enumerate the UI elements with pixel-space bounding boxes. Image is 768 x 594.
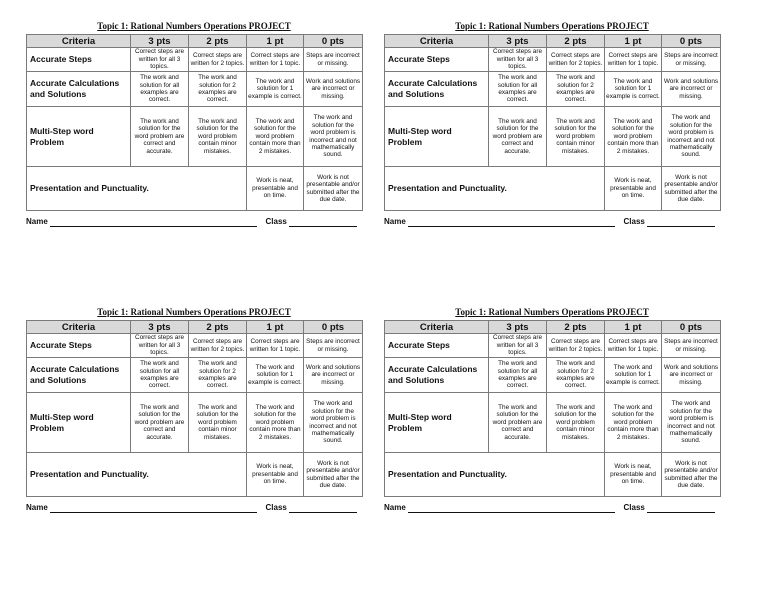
desc-1pt: The work and solution for 1 example is correct. [247,72,304,107]
rubric-title: Topic 1: Rational Numbers Operations PROJECT [97,307,291,317]
criteria-cell: Accurate Steps [385,334,489,358]
class-blank[interactable] [289,505,357,513]
name-class-line [26,503,362,513]
row-accurate-calculations [385,72,721,107]
desc-0pts: Steps are incorrect or missing. [304,48,363,72]
header-criteria: Criteria [385,35,489,48]
header-3pts: 3 pts [131,35,189,48]
class-label: Class [265,217,287,226]
row-multi-step-problem [27,107,363,167]
name-label: Name [26,503,48,512]
row-presentation [27,453,363,497]
header-0pts: 0 pts [662,321,721,334]
desc-0pts: Work is not presentable and/or submitted after the due date. [662,453,721,497]
header-2pts: 2 pts [189,321,247,334]
criteria-cell: Multi-Step word Problem [27,393,131,453]
desc-1pt: The work and solution for 1 example is correct. [605,72,662,107]
desc-1pt: The work and solution for the word problem contain more than 2 mistakes. [247,107,304,167]
row-accurate-steps [27,48,363,72]
header-criteria: Criteria [27,321,131,334]
desc-2pts: Correct steps are written for 2 topics. [547,334,605,358]
row-accurate-calculations [27,72,363,107]
criteria-cell: Multi-Step word Problem [27,107,131,167]
desc-0pts: Work and solutions are incorrect or missing. [304,72,363,107]
desc-0pts: The work and solution for the word problem is incorrect and not mathematically sound. [304,107,363,167]
desc-2pts: The work and solution for 2 examples are correct. [547,72,605,107]
header-1pt: 1 pt [247,35,304,48]
row-accurate-steps [27,334,363,358]
name-class-line [26,217,362,227]
header-row [27,35,363,48]
header-criteria: Criteria [27,35,131,48]
row-multi-step-problem [385,393,721,453]
rubric-table [26,34,363,211]
name-class-line [384,503,720,513]
header-3pts: 3 pts [489,35,547,48]
name-blank[interactable] [408,219,615,227]
row-multi-step-problem [27,393,363,453]
rubric-table [26,320,363,497]
desc-3pts: Correct steps are written for all 3 topics. [489,48,547,72]
desc-1pt: The work and solution for the word problem contain more than 2 mistakes. [605,107,662,167]
desc-0pts: Steps are incorrect or missing. [662,48,721,72]
rubric-table [384,34,721,211]
header-2pts: 2 pts [547,35,605,48]
rubric-title: Topic 1: Rational Numbers Operations PROJECT [97,21,291,31]
criteria-cell: Presentation and Punctuality. [385,167,605,211]
desc-2pts: The work and solution for the word problem contain minor mistakes. [189,107,247,167]
desc-3pts: Correct steps are written for all 3 topics. [131,48,189,72]
desc-0pts: Work is not presentable and/or submitted after the due date. [662,167,721,211]
row-accurate-calculations [385,358,721,393]
desc-2pts: Correct steps are written for 2 topics. [189,48,247,72]
desc-3pts: The work and solution for the word problem are correct and accurate. [489,393,547,453]
rubric-card [26,20,362,227]
criteria-cell: Presentation and Punctuality. [27,453,247,497]
desc-2pts: The work and solution for the word problem contain minor mistakes. [547,393,605,453]
class-label: Class [623,503,645,512]
desc-0pts: The work and solution for the word problem is incorrect and not mathematically sound. [662,107,721,167]
desc-1pt: Work is neat, presentable and on time. [247,453,304,497]
desc-1pt: The work and solution for the word problem contain more than 2 mistakes. [247,393,304,453]
name-class-line [384,217,720,227]
name-label: Name [384,503,406,512]
desc-1pt: The work and solution for 1 example is correct. [247,358,304,393]
desc-3pts: The work and solution for the word problem are correct and accurate. [489,107,547,167]
row-presentation [27,167,363,211]
desc-0pts: The work and solution for the word problem is incorrect and not mathematically sound. [662,393,721,453]
desc-3pts: Correct steps are written for all 3 topics. [131,334,189,358]
desc-1pt: The work and solution for 1 example is correct. [605,358,662,393]
desc-1pt: Correct steps are written for 1 topic. [247,48,304,72]
criteria-cell: Accurate Calculations and Solutions [27,72,131,107]
rubric-title: Topic 1: Rational Numbers Operations PROJECT [455,21,649,31]
desc-0pts: Work is not presentable and/or submitted after the due date. [304,453,363,497]
desc-2pts: The work and solution for 2 examples are correct. [189,72,247,107]
desc-0pts: Work is not presentable and/or submitted after the due date. [304,167,363,211]
rubric-card [384,20,720,227]
row-accurate-steps [385,334,721,358]
desc-0pts: Work and solutions are incorrect or missing. [304,358,363,393]
criteria-cell: Accurate Calculations and Solutions [385,72,489,107]
name-blank[interactable] [408,505,615,513]
desc-0pts: Work and solutions are incorrect or missing. [662,72,721,107]
desc-2pts: Correct steps are written for 2 topics. [547,48,605,72]
desc-0pts: Steps are incorrect or missing. [304,334,363,358]
desc-1pt: Work is neat, presentable and on time. [605,167,662,211]
desc-3pts: The work and solution for all examples are correct. [131,72,189,107]
header-1pt: 1 pt [247,321,304,334]
header-3pts: 3 pts [489,321,547,334]
criteria-cell: Accurate Steps [385,48,489,72]
desc-2pts: The work and solution for the word problem contain minor mistakes. [189,393,247,453]
row-presentation [385,453,721,497]
header-row [385,321,721,334]
header-3pts: 3 pts [131,321,189,334]
header-row [27,321,363,334]
criteria-cell: Accurate Steps [27,48,131,72]
desc-0pts: The work and solution for the word problem is incorrect and not mathematically sound. [304,393,363,453]
rubric-card [26,306,362,513]
desc-3pts: The work and solution for all examples are correct. [131,358,189,393]
desc-3pts: The work and solution for all examples are correct. [489,72,547,107]
desc-3pts: The work and solution for the word problem are correct and accurate. [131,107,189,167]
rubric-table [384,320,721,497]
header-0pts: 0 pts [304,321,363,334]
header-2pts: 2 pts [547,321,605,334]
desc-3pts: The work and solution for the word problem are correct and accurate. [131,393,189,453]
desc-1pt: Correct steps are written for 1 topic. [605,48,662,72]
desc-3pts: Correct steps are written for all 3 topics. [489,334,547,358]
desc-0pts: Steps are incorrect or missing. [662,334,721,358]
desc-2pts: The work and solution for the word problem contain minor mistakes. [547,107,605,167]
class-blank[interactable] [289,219,357,227]
criteria-cell: Accurate Calculations and Solutions [27,358,131,393]
desc-0pts: Work and solutions are incorrect or missing. [662,358,721,393]
desc-1pt: The work and solution for the word problem contain more than 2 mistakes. [605,393,662,453]
criteria-cell: Presentation and Punctuality. [27,167,247,211]
name-blank[interactable] [50,505,257,513]
header-criteria: Criteria [385,321,489,334]
name-label: Name [26,217,48,226]
header-1pt: 1 pt [605,35,662,48]
criteria-cell: Multi-Step word Problem [385,107,489,167]
row-accurate-calculations [27,358,363,393]
desc-2pts: The work and solution for 2 examples are correct. [547,358,605,393]
desc-1pt: Work is neat, presentable and on time. [605,453,662,497]
class-blank[interactable] [647,219,715,227]
name-label: Name [384,217,406,226]
desc-2pts: Correct steps are written for 2 topics. [189,334,247,358]
row-multi-step-problem [385,107,721,167]
header-row [385,35,721,48]
row-accurate-steps [385,48,721,72]
rubric-title: Topic 1: Rational Numbers Operations PROJECT [455,307,649,317]
class-label: Class [623,217,645,226]
criteria-cell: Multi-Step word Problem [385,393,489,453]
criteria-cell: Accurate Steps [27,334,131,358]
header-0pts: 0 pts [304,35,363,48]
header-1pt: 1 pt [605,321,662,334]
rubric-card [384,306,720,513]
row-presentation [385,167,721,211]
class-blank[interactable] [647,505,715,513]
header-2pts: 2 pts [189,35,247,48]
desc-1pt: Correct steps are written for 1 topic. [605,334,662,358]
criteria-cell: Accurate Calculations and Solutions [385,358,489,393]
criteria-cell: Presentation and Punctuality. [385,453,605,497]
desc-3pts: The work and solution for all examples are correct. [489,358,547,393]
header-0pts: 0 pts [662,35,721,48]
desc-2pts: The work and solution for 2 examples are correct. [189,358,247,393]
name-blank[interactable] [50,219,257,227]
desc-1pt: Correct steps are written for 1 topic. [247,334,304,358]
class-label: Class [265,503,287,512]
desc-1pt: Work is neat, presentable and on time. [247,167,304,211]
